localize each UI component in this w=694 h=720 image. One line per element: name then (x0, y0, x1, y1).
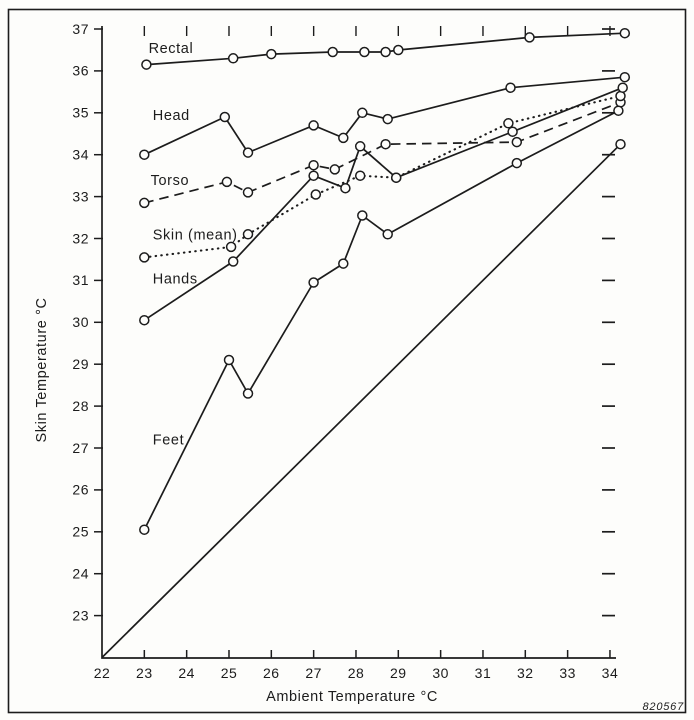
x-tick-label-23: 23 (136, 665, 153, 681)
x-tick-label-22: 22 (93, 665, 111, 681)
data-point-hands (356, 142, 365, 151)
data-point-head (244, 148, 253, 157)
data-point-ambient-equals-skin-reference (616, 140, 625, 149)
data-point-feet (512, 159, 521, 168)
y-tick-label-25: 25 (72, 523, 89, 540)
x-tick-label-29: 29 (390, 665, 407, 681)
series-label-hands: Hands (152, 271, 198, 288)
data-point-feet (225, 356, 234, 365)
data-point-hands (618, 83, 627, 92)
data-point-rectal (525, 33, 534, 42)
data-point-hands (508, 127, 517, 136)
data-point-feet (244, 389, 253, 398)
data-point-skin-mean (140, 253, 149, 262)
data-point-hands (392, 173, 401, 182)
data-point-hands (140, 316, 149, 325)
data-point-rectal (381, 48, 390, 57)
y-tick-label-29: 29 (72, 356, 89, 372)
y-tick-label-32: 32 (72, 230, 89, 247)
x-tick-label-28: 28 (347, 665, 365, 681)
data-point-head (140, 150, 149, 159)
data-point-head (339, 133, 348, 142)
data-point-head (220, 113, 229, 122)
y-tick-label-37: 37 (72, 20, 89, 37)
data-point-torso (244, 188, 253, 197)
x-tick-label-32: 32 (517, 665, 534, 681)
y-tick-label-34: 34 (72, 146, 89, 163)
x-tick-label-27: 27 (305, 665, 322, 681)
y-tick-label-35: 35 (72, 104, 89, 121)
x-tick-label-30: 30 (432, 665, 449, 681)
data-point-torso (330, 165, 339, 174)
x-tick-label-24: 24 (178, 665, 195, 681)
data-point-feet (339, 259, 348, 268)
y-tick-label-23: 23 (72, 607, 89, 624)
data-point-rectal (229, 54, 238, 63)
y-tick-label-36: 36 (72, 62, 89, 79)
data-point-torso (512, 138, 521, 147)
data-point-skin-mean (311, 190, 320, 199)
data-point-head (506, 83, 515, 92)
data-point-hands (229, 257, 238, 266)
data-point-skin-mean (504, 119, 513, 128)
data-point-feet (614, 106, 623, 115)
data-point-rectal (142, 60, 151, 69)
series-label-rectal: Rectal (148, 40, 194, 57)
series-label-head: Head (152, 107, 190, 124)
figure-number: 820567 (642, 701, 684, 713)
x-tick-label-25: 25 (220, 665, 238, 681)
y-axis-title: Skin Temperature °C (34, 297, 50, 443)
data-point-skin-mean (356, 171, 365, 180)
data-point-skin-mean (227, 242, 236, 251)
data-point-torso (222, 177, 231, 186)
data-point-skin-mean (244, 230, 253, 239)
data-point-torso (140, 198, 149, 207)
data-point-feet (140, 525, 149, 534)
y-tick-label-28: 28 (72, 397, 89, 414)
series-label-skin-mean: Skin (mean) (152, 227, 238, 244)
data-point-head (309, 121, 318, 130)
data-point-rectal (267, 50, 276, 59)
y-tick-label-24: 24 (72, 565, 89, 582)
data-point-rectal (360, 48, 369, 57)
data-point-head (620, 73, 629, 82)
series-label-feet: Feet (152, 432, 185, 449)
data-point-rectal (394, 46, 403, 55)
data-point-feet (358, 211, 367, 220)
data-point-feet (383, 230, 392, 239)
series-label-torso: Torso (150, 172, 190, 189)
data-point-head (383, 115, 392, 124)
data-point-torso (381, 140, 390, 149)
x-tick-label-34: 34 (601, 665, 619, 681)
data-point-rectal (620, 29, 629, 38)
x-tick-label-33: 33 (559, 665, 576, 681)
x-axis-title: Ambient Temperature °C (266, 689, 438, 705)
data-point-hands (309, 171, 318, 180)
y-tick-label-27: 27 (72, 439, 89, 456)
y-tick-label-26: 26 (72, 481, 89, 498)
x-tick-label-26: 26 (263, 665, 280, 681)
data-point-hands (341, 184, 350, 193)
data-point-rectal (328, 48, 337, 57)
y-tick-label-31: 31 (72, 272, 89, 289)
y-tick-label-30: 30 (72, 314, 89, 331)
x-tick-label-31: 31 (474, 665, 492, 681)
y-tick-label-33: 33 (72, 188, 89, 205)
data-point-feet (309, 278, 318, 287)
data-point-head (358, 108, 367, 117)
data-point-torso (309, 161, 318, 170)
